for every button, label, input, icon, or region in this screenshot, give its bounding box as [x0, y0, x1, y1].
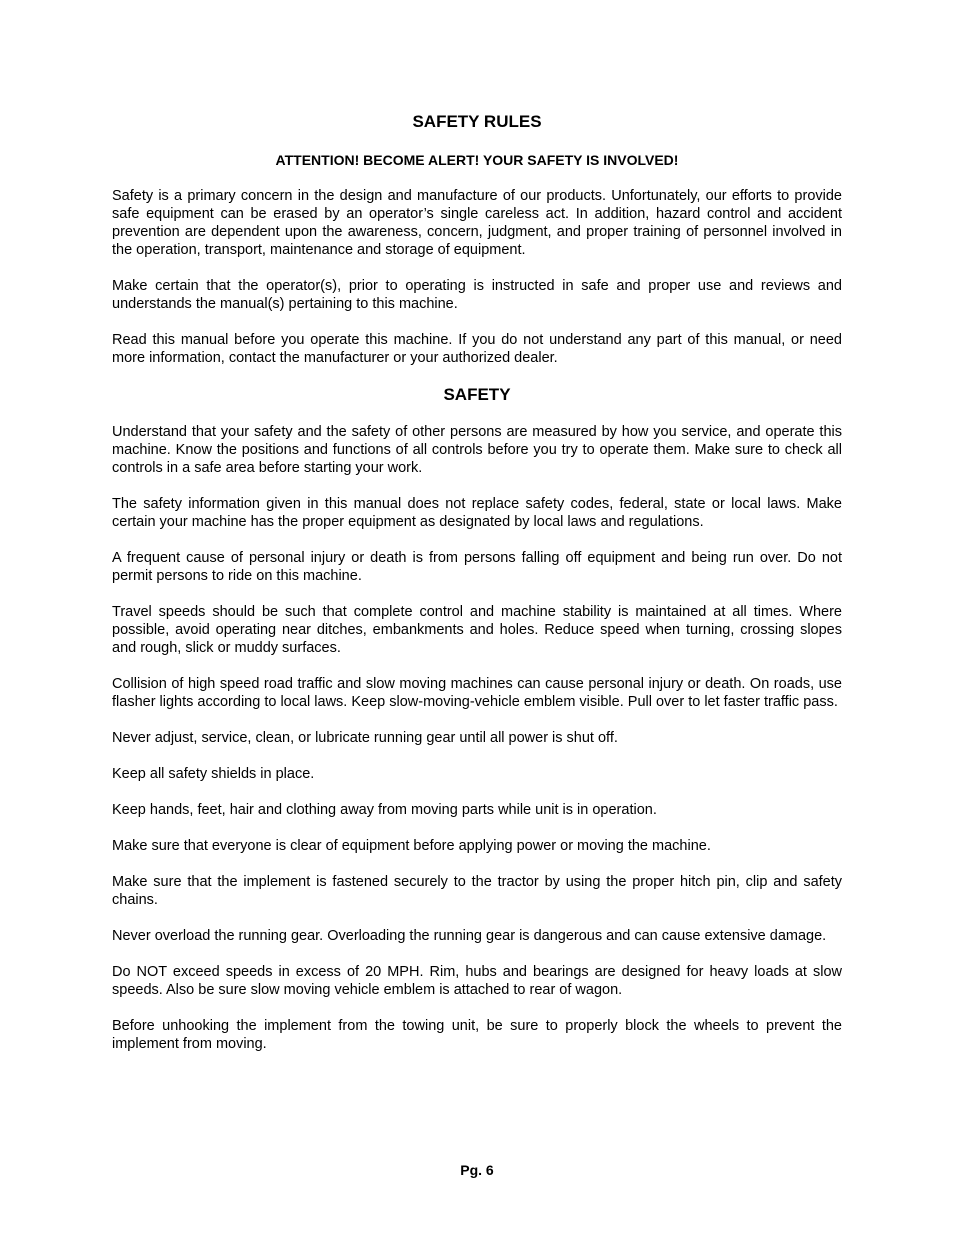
safety-paragraph: Never adjust, service, clean, or lubricate running gear until all power is shut off. — [112, 730, 618, 746]
safety-paragraph: Travel speeds should be such that complete control and machine stability is maintained at all times. Where possible, avoid operating near ditches, embankments and holes. Reduce speed when turning, crossing slopes and rough, slick or muddy surfaces. — [112, 604, 842, 656]
safety-paragraph: Keep hands, feet, hair and clothing away from moving parts while unit is in operation. — [112, 802, 657, 818]
safety-paragraph: Make sure that everyone is clear of equipment before applying power or moving the machine. — [112, 838, 711, 854]
safety-paragraph: Understand that your safety and the safety of other persons are measured by how you service, and operate this machine. Know the positions and functions of all controls before you try to operate them. Make sure to check all controls in a safe area before starting your work. — [112, 424, 842, 476]
safety-paragraph: Before unhooking the implement from the towing unit, be sure to properly block the wheels to prevent the implement from moving. — [112, 1018, 842, 1052]
safety-paragraph: Do NOT exceed speeds in excess of 20 MPH. Rim, hubs and bearings are designed for heavy loads at slow speeds. Also be sure slow moving vehicle emblem is attached to rear of wagon. — [112, 964, 842, 998]
page-number: Pg. 6 — [460, 1162, 494, 1178]
attention-banner: ATTENTION! BECOME ALERT! YOUR SAFETY IS INVOLVED! — [275, 152, 679, 168]
intro-paragraph: Read this manual before you operate this machine. If you do not understand any part of this manual, or need more information, contact the manufacturer or your authorized dealer. — [112, 332, 842, 366]
safety-heading: SAFETY — [443, 385, 511, 404]
safety-paragraph: Make sure that the implement is fastened securely to the tractor by using the proper hitch pin, clip and safety chains. — [112, 874, 842, 908]
safety-paragraph: The safety information given in this manual does not replace safety codes, federal, state or local laws. Make certain your machine has the proper equipment as designated by local laws and regulations. — [112, 496, 842, 530]
safety-rules-heading: SAFETY RULES — [412, 112, 542, 131]
safety-paragraph: Collision of high speed road traffic and slow moving machines can cause personal injury or death. On roads, use flasher lights according to local laws. Keep slow-moving-vehicle emblem visible. Pull over to let faster traffic pass. — [112, 676, 842, 710]
page-content — [112, 112, 842, 1053]
safety-paragraph: Never overload the running gear. Overloading the running gear is dangerous and can cause extensive damage. — [112, 928, 827, 944]
intro-paragraph: Safety is a primary concern in the design and manufacture of our products. Unfortunately, our efforts to provide safe equipment can be erased by an operator’s single careless act. In addition, hazard control and accident prevention are dependent upon the awareness, concern, judgment, and proper training of personnel involved in the operation, transport, maintenance and storage of equipment. — [112, 188, 842, 258]
safety-paragraph: A frequent cause of personal injury or death is from persons falling off equipment and being run over. Do not permit persons to ride on this machine. — [112, 550, 842, 584]
safety-paragraph: Keep all safety shields in place. — [112, 766, 315, 782]
intro-paragraph: Make certain that the operator(s), prior to operating is instructed in safe and proper use and reviews and understands the manual(s) pertaining to this machine. — [112, 278, 842, 312]
